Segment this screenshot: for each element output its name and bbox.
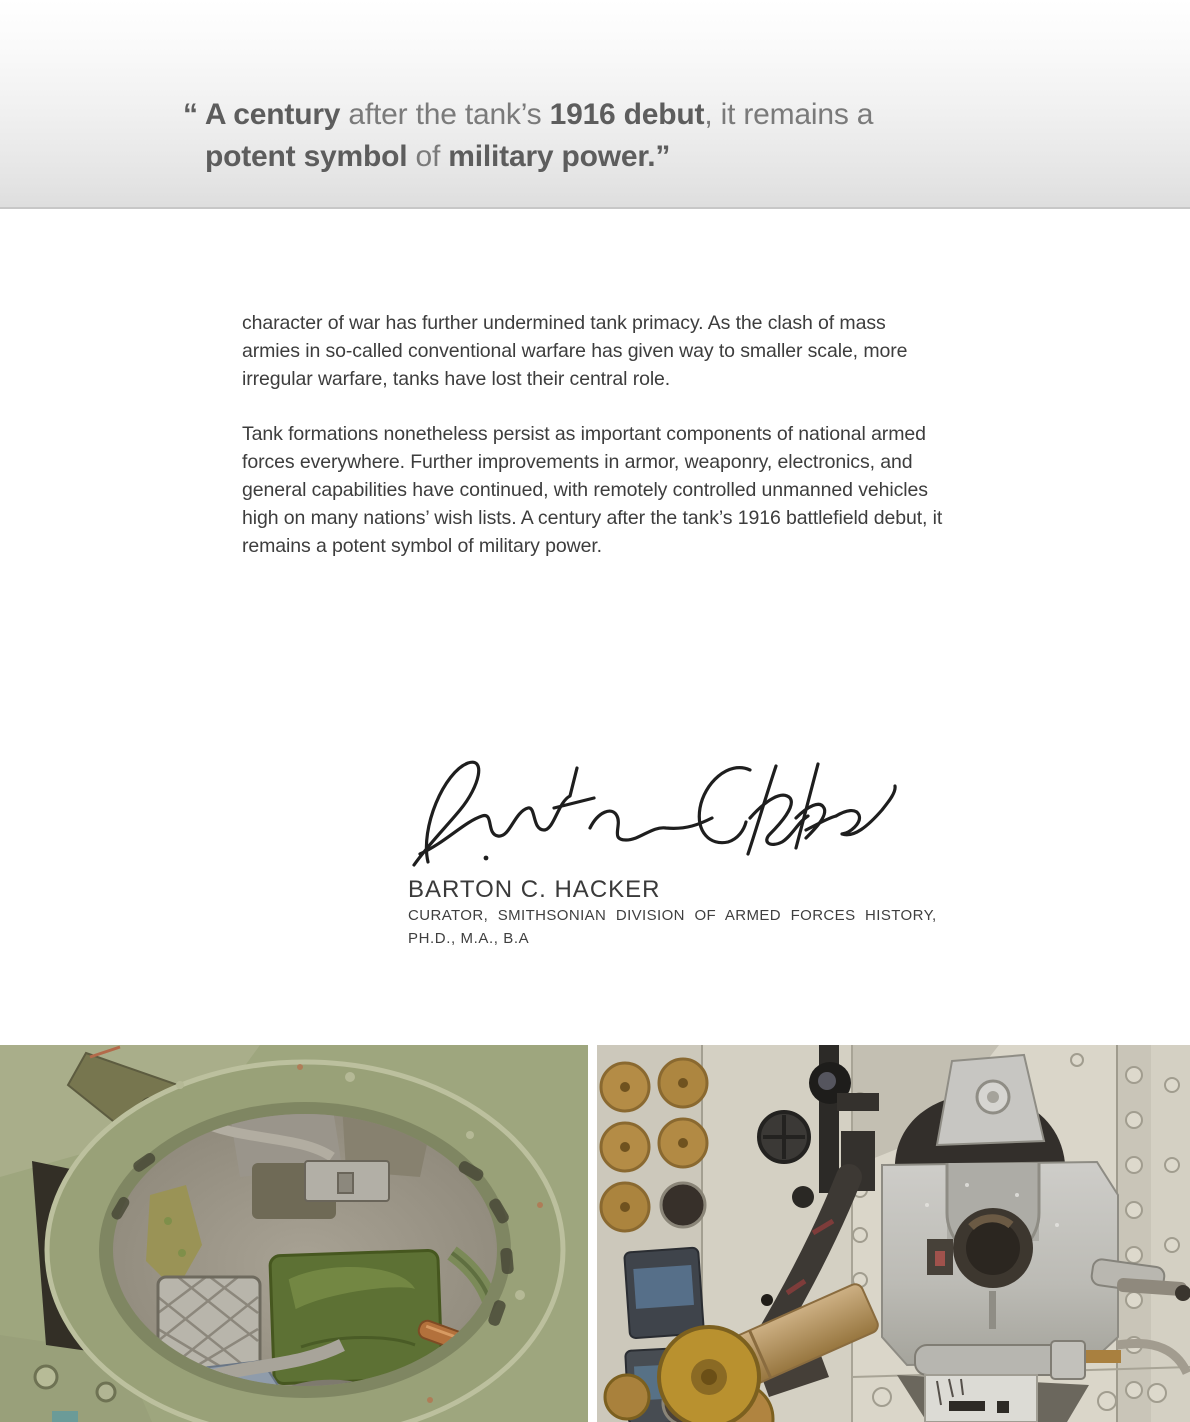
pull-quote [183, 94, 1085, 178]
signature-strokes [398, 750, 918, 880]
quote-segment: potent symbol [205, 140, 408, 173]
quote-band [0, 0, 1190, 209]
article-body [242, 309, 948, 560]
photo-row [0, 1045, 1190, 1422]
quote-segment: , it remains a [704, 98, 874, 131]
quote-segment: of [407, 140, 449, 173]
author-name: BARTON C. HACKER [408, 876, 661, 903]
quote-segment: military power.” [448, 140, 671, 173]
quote-segment: after the tank’s [340, 98, 550, 131]
author-credentials: PH.D., M.A., B.A [408, 930, 530, 947]
photo-turret-hatch [0, 1045, 588, 1422]
article-paragraph: Tank formations nonetheless persist as important components of national armed forces everywhere. Further improvements in armor, weaponry, electronics, and general capabilities have continued, with remotely controlled unmanned vehicles high on many nations’ wish lists. A century after the tank’s 1916 battlefield debut, it remains a potent symbol of military power. [242, 423, 943, 557]
turret-hatch-illustration [0, 1045, 588, 1422]
gun-breech-illustration [597, 1045, 1190, 1422]
author-title: CURATOR, SMITHSONIAN DIVISION OF ARMED FORCES HISTORY, [408, 907, 937, 924]
quote-segment: 1916 debut [549, 98, 705, 131]
photo-gun-breech [597, 1045, 1190, 1422]
quote-segment: “ A century [183, 98, 341, 131]
signature-image [398, 750, 918, 880]
article-paragraph: character of war has further undermined tank primacy. As the clash of mass armies in so-called conventional warfare has given way to smaller scale, more irregular warfare, tanks have lost their central role. [242, 312, 908, 390]
